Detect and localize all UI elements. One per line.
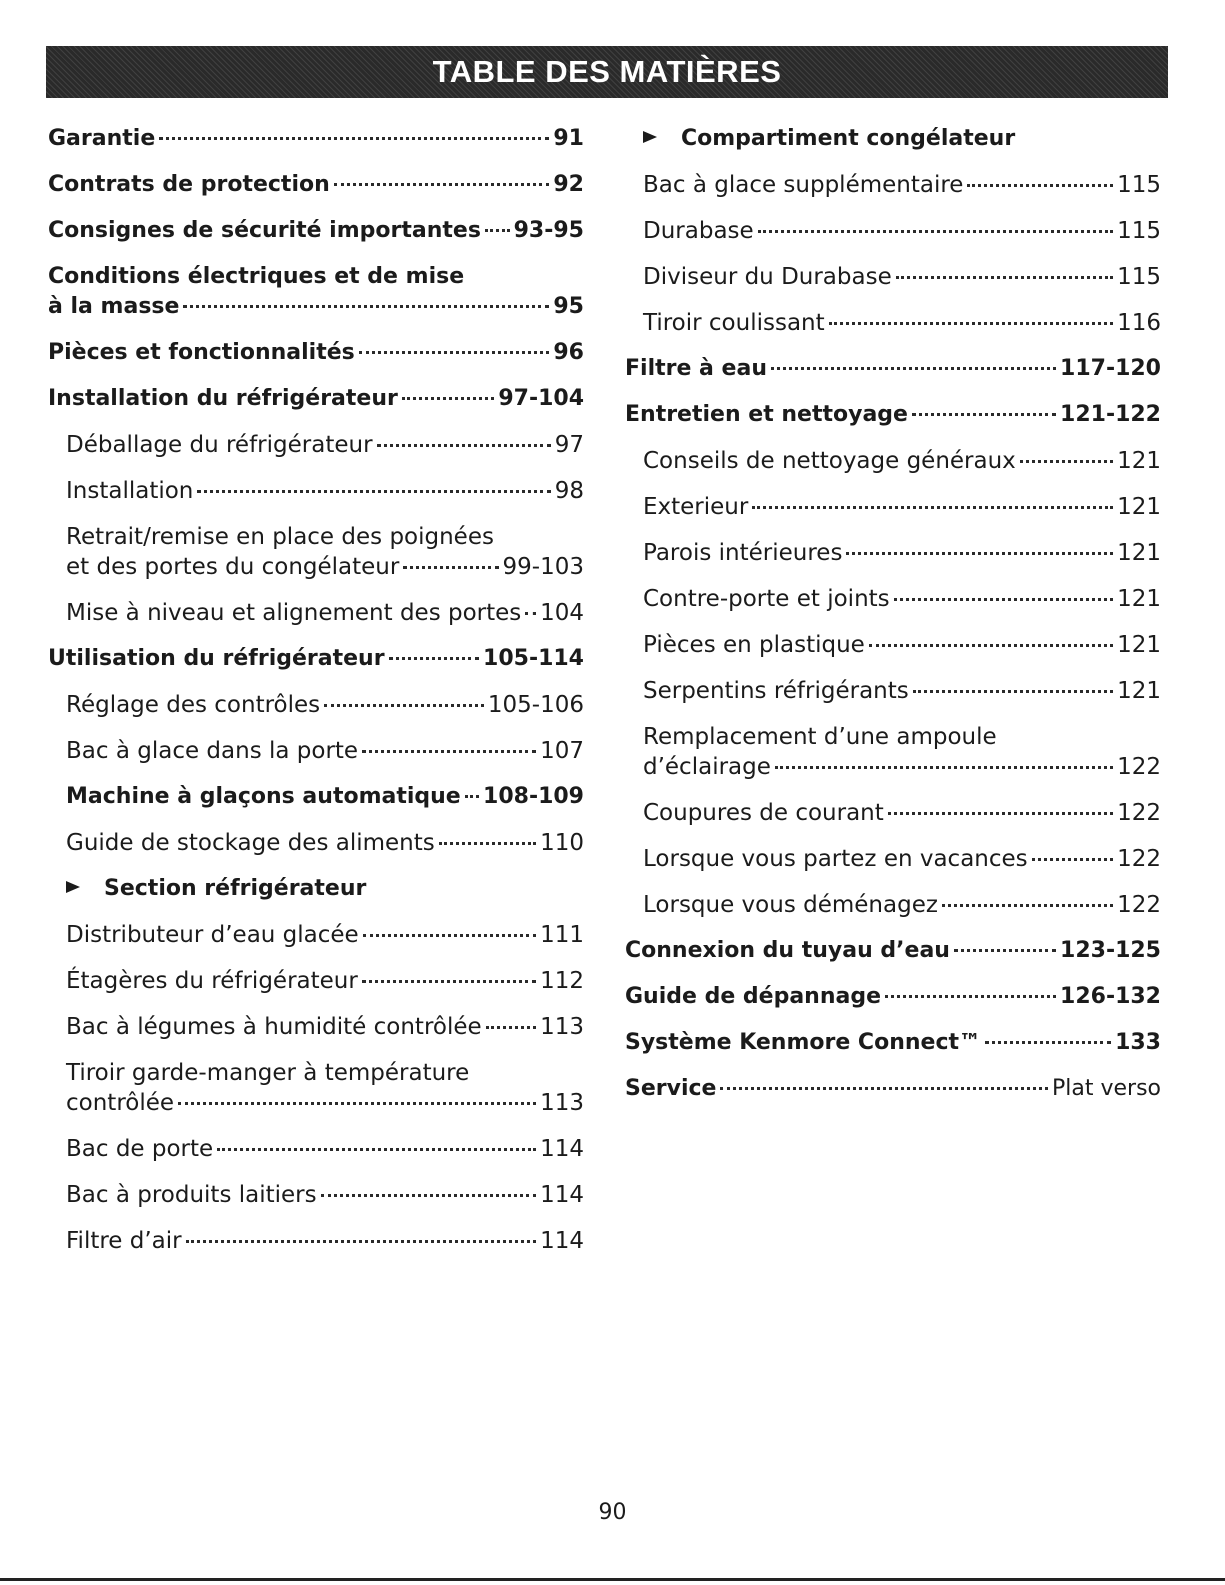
toc-entry-contrats[interactable]: Contrats de protection 92 <box>48 172 584 197</box>
toc-section-congelateur: Compartiment congélateur <box>625 124 1161 154</box>
toc-entry-durabase[interactable]: Durabase 115 <box>643 218 1161 244</box>
toc-entry-tiroir-coulissant[interactable]: Tiroir coulissant 116 <box>643 310 1161 336</box>
toc-entry-mise-a-niveau[interactable]: Mise à niveau et alignement des portes 104 <box>66 600 584 626</box>
toc-entry-kenmore-connect[interactable]: Système Kenmore Connect™ 133 <box>625 1030 1161 1055</box>
toc-entry-filtre-eau[interactable]: Filtre à eau 117-120 <box>625 356 1161 381</box>
toc-entry-conditions[interactable]: Conditions électriques et de mise à la masse 95 <box>48 264 584 319</box>
toc-entry-utilisation[interactable]: Utilisation du réfrigérateur 105-114 <box>48 646 584 671</box>
toc-entry-guide-stockage[interactable]: Guide de stockage des aliments 110 <box>66 830 584 856</box>
toc-entry-exterieur[interactable]: Exterieur 121 <box>643 494 1161 520</box>
toc-entry-vacances[interactable]: Lorsque vous partez en vacances 122 <box>643 846 1161 872</box>
toc-entry-deballage[interactable]: Déballage du réfrigérateur 97 <box>66 432 584 458</box>
toc-entry-guide-depannage[interactable]: Guide de dépannage 126-132 <box>625 984 1161 1009</box>
toc-entry-connexion-tuyau[interactable]: Connexion du tuyau d’eau 123-125 <box>625 938 1161 963</box>
page-title: TABLE DES MATIÈRES <box>432 54 782 89</box>
toc-entry-coupures[interactable]: Coupures de courant 122 <box>643 800 1161 826</box>
toc-entry-retrait-poignees[interactable]: Retrait/remise en place des poignées et des portes du congélateur 99-103 <box>66 524 584 580</box>
toc-entry-serpentins[interactable]: Serpentins réfrigérants 121 <box>643 678 1161 704</box>
arrow-right-icon <box>66 881 80 893</box>
toc-entry-bac-glace-supp[interactable]: Bac à glace supplémentaire 115 <box>643 172 1161 198</box>
toc-entry-distributeur[interactable]: Distributeur d’eau glacée 111 <box>66 922 584 948</box>
toc-entry-bac-porte[interactable]: Bac de porte 114 <box>66 1136 584 1162</box>
arrow-right-icon <box>643 131 657 143</box>
toc-entry-service[interactable]: Service Plat verso <box>625 1076 1161 1101</box>
toc-entry-reglage-controles[interactable]: Réglage des contrôles 105-106 <box>66 692 584 718</box>
bottom-rule <box>0 1578 1225 1581</box>
page-number: 90 <box>598 1500 627 1525</box>
toc-entry-contre-porte[interactable]: Contre-porte et joints 121 <box>643 586 1161 612</box>
toc-entry-remplacement-ampoule[interactable]: Remplacement d’une ampoule d’éclairage 122 <box>643 724 1161 780</box>
toc-entry-diviseur-durabase[interactable]: Diviseur du Durabase 115 <box>643 264 1161 290</box>
toc-entry-demenagez[interactable]: Lorsque vous déménagez 122 <box>643 892 1161 918</box>
toc-entry-bac-legumes[interactable]: Bac à légumes à humidité contrôlée 113 <box>66 1014 584 1040</box>
toc-entry-installation-refrigerateur[interactable]: Installation du réfrigérateur 97-104 <box>48 386 584 411</box>
toc-right-column <box>625 124 1161 1120</box>
toc-entry-pieces[interactable]: Pièces et fonctionnalités 96 <box>48 340 584 365</box>
toc-left-column <box>48 124 584 1272</box>
toc-entry-machine-glacons[interactable]: Machine à glaçons automatique 108-109 <box>66 784 584 809</box>
toc-section-refrigerateur: Section réfrigérateur <box>48 874 584 904</box>
toc-entry-consignes[interactable]: Consignes de sécurité importantes 93-95 <box>48 218 584 243</box>
toc-entry-bac-glace-porte[interactable]: Bac à glace dans la porte 107 <box>66 738 584 764</box>
toc-entry-etageres[interactable]: Étagères du réfrigérateur 112 <box>66 968 584 994</box>
toc-entry-filtre-air[interactable]: Filtre d’air 114 <box>66 1228 584 1254</box>
toc-entry-conseils-nettoyage[interactable]: Conseils de nettoyage généraux 121 <box>643 448 1161 474</box>
toc-entry-pieces-plastique[interactable]: Pièces en plastique 121 <box>643 632 1161 658</box>
toc-entry-parois[interactable]: Parois intérieures 121 <box>643 540 1161 566</box>
toc-entry-bac-produits-laitiers[interactable]: Bac à produits laitiers 114 <box>66 1182 584 1208</box>
toc-entry-garantie[interactable]: Garantie 91 <box>48 126 584 151</box>
toc-entry-installation[interactable]: Installation 98 <box>66 478 584 504</box>
toc-entry-tiroir-garde-manger[interactable]: Tiroir garde-manger à température contrôlée 113 <box>66 1060 584 1116</box>
title-banner <box>46 46 1168 98</box>
toc-entry-entretien[interactable]: Entretien et nettoyage 121-122 <box>625 402 1161 427</box>
